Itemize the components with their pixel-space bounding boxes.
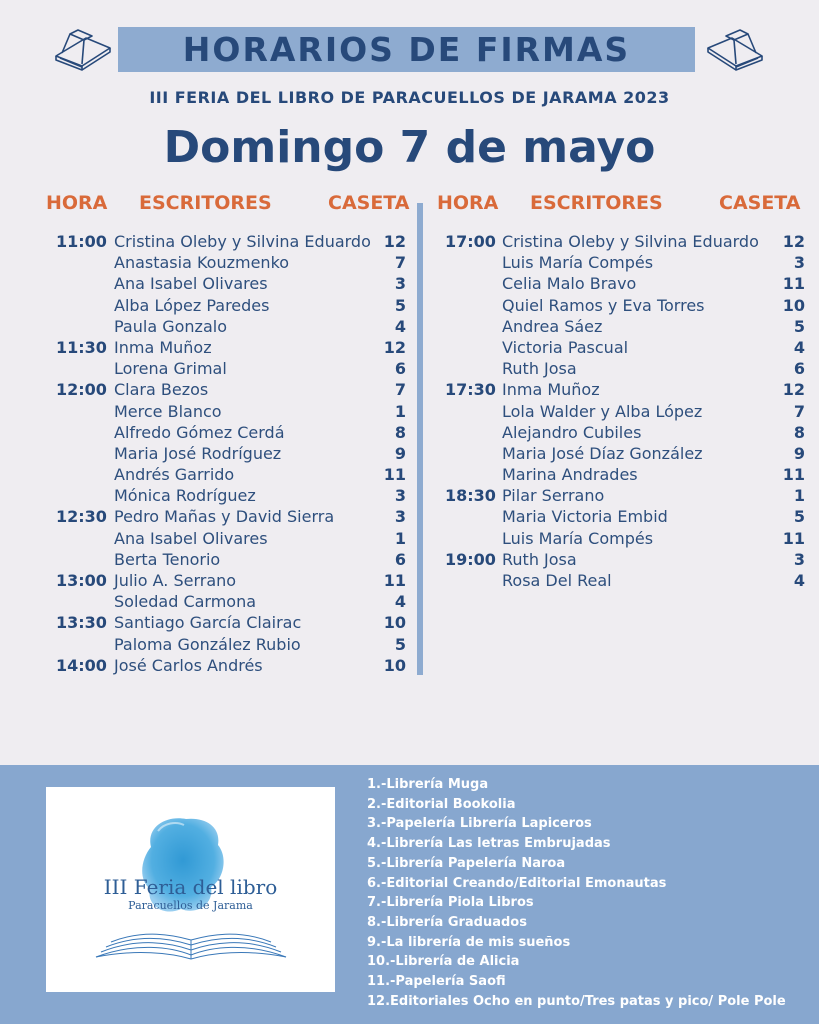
writer-name: Mónica Rodríguez <box>114 486 256 506</box>
caseta-number: 7 <box>394 380 406 400</box>
time-label: 13:30 <box>56 613 107 633</box>
writer-name: Pedro Mañas y David Sierra <box>114 507 335 527</box>
caseta-number: 12 <box>782 380 805 400</box>
header-escritores-right: ESCRITORES <box>530 192 663 214</box>
writer-name: Lola Walder y Alba López <box>502 401 703 421</box>
schedule-row <box>56 464 406 485</box>
caseta-list-item: 2.-Editorial Bookolia <box>367 796 516 812</box>
schedule-row <box>56 295 406 316</box>
caseta-number: 11 <box>782 528 805 548</box>
writer-name: Alejandro Cubiles <box>502 422 642 442</box>
writer-name: Victoria Pascual <box>502 337 629 357</box>
left-schedule <box>56 231 406 676</box>
caseta-list-item: 4.-Librería Las letras Embrujadas <box>367 836 611 852</box>
caseta-number: 4 <box>394 592 406 612</box>
schedule-row <box>56 422 406 443</box>
writer-name: Ana Isabel Olivares <box>114 528 268 548</box>
caseta-number: 3 <box>394 507 406 527</box>
caseta-number: 9 <box>793 443 805 463</box>
writer-name: Julio A. Serrano <box>114 571 237 590</box>
caseta-list-item: 7.-Librería Piola Libros <box>367 895 534 911</box>
writer-name: Quiel Ramos y Eva Torres <box>502 295 705 315</box>
writer-name: Paula Gonzalo <box>114 316 227 336</box>
caseta-list-item: 9.-La librería de mis sueños <box>367 934 571 950</box>
writer-name: Rosa Del Real <box>502 571 612 590</box>
caseta-number: 10 <box>782 295 805 315</box>
time-label: 17:30 <box>445 380 496 400</box>
caseta-number: 11 <box>782 465 805 485</box>
caseta-number: 7 <box>793 401 805 421</box>
writer-name: Lorena Grimal <box>114 359 227 379</box>
schedule-row <box>56 485 406 506</box>
schedule-row <box>445 401 805 422</box>
open-book-icon-left <box>52 26 114 76</box>
caseta-number: 11 <box>383 571 406 590</box>
schedule-row <box>56 612 406 633</box>
writer-name: Paloma González Rubio <box>114 634 301 654</box>
caseta-number: 12 <box>782 232 805 251</box>
schedule-row <box>445 570 805 591</box>
caseta-number: 1 <box>394 528 406 548</box>
caseta-list-item: 8.-Librería Graduados <box>367 914 527 930</box>
writer-name: Marina Andrades <box>502 465 638 485</box>
caseta-number: 5 <box>394 634 406 654</box>
right-schedule <box>445 231 805 591</box>
writer-name: Ruth Josa <box>502 359 577 379</box>
caseta-list-item: 5.-Librería Papelería Naroa <box>367 855 566 871</box>
schedule-row <box>56 443 406 464</box>
event-subtitle: III FERIA DEL LIBRO DE PARACUELLOS DE JARAMA 2023 <box>149 88 670 107</box>
writer-name: Andrea Sáez <box>502 316 603 336</box>
time-label: 13:00 <box>56 571 107 590</box>
logo-subtitle: Paracuellos de Jarama <box>128 899 253 912</box>
caseta-number: 3 <box>793 549 805 569</box>
caseta-list-item: 11.-Papelería Saofi <box>367 974 506 990</box>
writer-name: Maria José Rodríguez <box>114 443 282 463</box>
caseta-number: 5 <box>394 295 406 315</box>
header-caseta-right: CASETA <box>719 192 801 214</box>
schedule-row <box>445 337 805 358</box>
writer-name: Alfredo Gómez Cerdá <box>114 422 285 442</box>
caseta-number: 4 <box>793 337 805 357</box>
schedule-row <box>445 358 805 379</box>
caseta-number: 7 <box>394 253 406 273</box>
caseta-list-item: 1.-Librería Muga <box>367 777 489 792</box>
caseta-number: 4 <box>793 571 805 590</box>
schedule-row <box>56 528 406 549</box>
caseta-number: 12 <box>383 232 406 251</box>
page-title: HORARIOS DE FIRMAS <box>182 30 631 69</box>
schedule-row <box>445 379 805 400</box>
time-label: 18:30 <box>445 486 496 506</box>
schedule-row <box>56 655 406 676</box>
writer-name: Luis María Compés <box>502 253 654 273</box>
caseta-number: 3 <box>394 486 406 506</box>
day-heading: Domingo 7 de mayo <box>163 122 656 173</box>
time-label: 17:00 <box>445 232 496 251</box>
schedule-row <box>56 316 406 337</box>
caseta-number: 1 <box>793 486 805 506</box>
schedule-row <box>56 273 406 294</box>
schedule-row <box>445 549 805 570</box>
schedule-row <box>445 252 805 273</box>
schedule-row <box>56 252 406 273</box>
caseta-number: 5 <box>793 507 805 527</box>
caseta-number: 3 <box>394 274 406 294</box>
schedule-row <box>56 549 406 570</box>
time-label: 11:00 <box>56 232 107 251</box>
writer-name: Anastasia Kouzmenko <box>114 253 290 273</box>
schedule-row <box>56 231 406 252</box>
writer-name: Inma Muñoz <box>502 380 600 400</box>
schedule-row <box>445 485 805 506</box>
writer-name: Santiago García Clairac <box>114 613 302 633</box>
fair-logo <box>46 787 335 992</box>
caseta-number: 3 <box>793 253 805 273</box>
time-label: 12:30 <box>56 507 107 527</box>
time-label: 14:00 <box>56 655 107 675</box>
schedule-row <box>56 337 406 358</box>
writer-name: Merce Blanco <box>114 401 222 421</box>
writer-name: Alba López Paredes <box>114 295 270 315</box>
caseta-list-item: 10.-Librería de Alicia <box>367 954 520 970</box>
writer-name: Clara Bezos <box>114 380 209 400</box>
writer-name: Soledad Carmona <box>114 592 257 612</box>
schedule-row <box>445 528 805 549</box>
schedule-row <box>445 295 805 316</box>
schedule-row <box>56 591 406 612</box>
writer-name: José Carlos Andrés <box>114 655 263 675</box>
writer-name: Andrés Garrido <box>114 465 235 485</box>
caseta-number: 6 <box>793 359 805 379</box>
schedule-row <box>445 273 805 294</box>
writer-name: Maria Victoria Embid <box>502 507 668 527</box>
caseta-number: 10 <box>383 613 406 633</box>
writer-name: Ana Isabel Olivares <box>114 274 268 294</box>
schedule-row <box>445 422 805 443</box>
writer-name: Cristina Oleby y Silvina Eduardo <box>114 232 371 251</box>
schedule-row <box>445 443 805 464</box>
writer-name: Inma Muñoz <box>114 337 212 357</box>
caseta-list-item: 12.Editoriales Ocho en punto/Tres patas y pico/ Pole Pole <box>367 993 786 1009</box>
schedule-row <box>445 464 805 485</box>
schedule-row <box>56 634 406 655</box>
caseta-number: 8 <box>394 422 406 442</box>
header-hora-left: HORA <box>46 192 108 214</box>
caseta-number: 11 <box>383 465 406 485</box>
header-caseta-left: CASETA <box>328 192 410 214</box>
caseta-number: 12 <box>383 337 406 357</box>
schedule-row <box>56 358 406 379</box>
schedule-row <box>445 231 805 252</box>
writer-name: Ruth Josa <box>502 549 577 569</box>
caseta-number: 9 <box>394 443 406 463</box>
caseta-number: 1 <box>394 401 406 421</box>
header-hora-right: HORA <box>437 192 499 214</box>
title-banner <box>118 27 695 72</box>
schedule-row <box>445 316 805 337</box>
writer-name: Luis María Compés <box>502 528 654 548</box>
caseta-number: 10 <box>383 655 406 675</box>
schedule-row <box>56 570 406 591</box>
caseta-number: 8 <box>793 422 805 442</box>
schedule-row <box>445 506 805 527</box>
logo-title: III Feria del libro <box>103 875 278 899</box>
column-divider <box>417 203 423 675</box>
caseta-number: 5 <box>793 316 805 336</box>
schedule-row <box>56 401 406 422</box>
writer-name: Cristina Oleby y Silvina Eduardo <box>502 232 759 251</box>
schedule-row <box>56 506 406 527</box>
writer-name: Pilar Serrano <box>502 486 605 506</box>
time-label: 19:00 <box>445 549 496 569</box>
header-escritores-left: ESCRITORES <box>139 192 272 214</box>
writer-name: Berta Tenorio <box>114 549 221 569</box>
caseta-list-item: 6.-Editorial Creando/Editorial Emonautas <box>367 875 667 891</box>
caseta-list <box>367 775 786 1011</box>
caseta-list-item: 3.-Papelería Librería Lapiceros <box>367 816 592 832</box>
schedule-row <box>56 379 406 400</box>
time-label: 12:00 <box>56 380 107 400</box>
writer-name: Maria José Díaz González <box>502 443 703 463</box>
caseta-number: 6 <box>394 359 406 379</box>
caseta-number: 11 <box>782 274 805 294</box>
caseta-number: 6 <box>394 549 406 569</box>
time-label: 11:30 <box>56 337 107 357</box>
writer-name: Celia Malo Bravo <box>502 274 637 294</box>
caseta-number: 4 <box>394 316 406 336</box>
open-book-icon-right <box>704 26 766 76</box>
